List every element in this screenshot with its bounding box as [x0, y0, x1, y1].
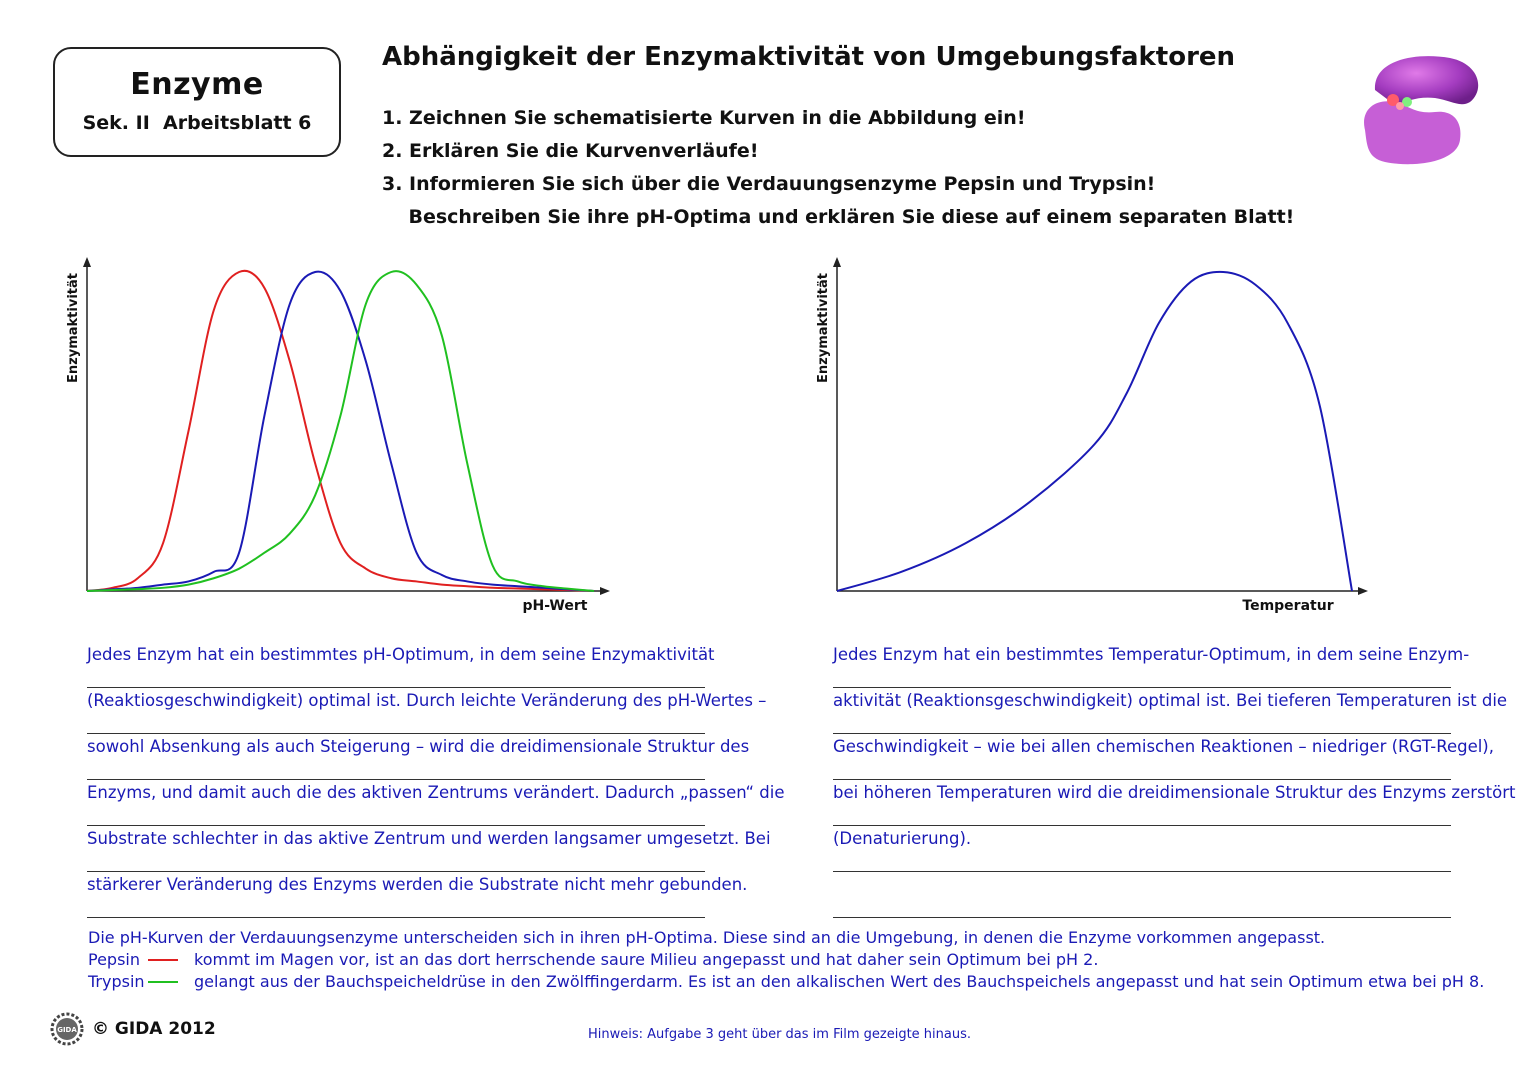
trypsin-label: Trypsin [88, 972, 145, 991]
right-line: bei höheren Temperaturen wird die dreidimensionale Struktur des Enzyms zerstört [833, 780, 1451, 826]
pepsin-row [88, 949, 1484, 971]
hint-note: Hinweis: Aufgabe 3 geht über das im Film gezeigte hinaus. [588, 1027, 971, 1042]
task-2: 2. Erklären Sie die Kurvenverläufe! [382, 140, 759, 162]
x-axis-label: Temperatur [1242, 598, 1334, 614]
right-line: Geschwindigkeit – wie bei allen chemischen Reaktionen – niedriger (RGT-Regel), [833, 734, 1451, 780]
footer-brand [50, 1012, 216, 1046]
pepsin-text: kommt im Magen vor, ist an das dort herrschende saure Milieu angepasst und hat daher sein Optimum bei pH 2. [194, 950, 1099, 969]
gida-logo [50, 1012, 84, 1046]
ph-chart [55, 245, 625, 625]
left-line: Jedes Enzym hat ein bestimmtes pH-Optimum, in dem seine Enzymaktivität [87, 642, 705, 688]
x-axis-arrow [1358, 587, 1368, 595]
left-line: Substrate schlechter in das aktive Zentrum und werden langsamer umgesetzt. Bei [87, 826, 705, 872]
right-line: (Denaturierung). [833, 826, 1451, 872]
page-title: Abhängigkeit der Enzymaktivität von Umgebungsfaktoren [382, 42, 1236, 72]
temperature-chart [805, 245, 1375, 625]
worksheet-label-box [53, 47, 341, 157]
series-line-0 [87, 271, 594, 591]
y-axis-label: Enzymaktivität [816, 273, 831, 383]
pepsin-label: Pepsin [88, 950, 140, 969]
left-line: stärkerer Veränderung des Enzyms werden die Substrate nicht mehr gebunden. [87, 872, 705, 918]
trypsin-row [88, 971, 1484, 993]
gida-logo-text: GIDA [57, 1026, 77, 1034]
left-line: Enzyms, und damit auch die des aktiven Zentrums verändert. Dadurch „passen“ die [87, 780, 705, 826]
enzyme-comparison [88, 927, 1484, 993]
y-axis-label: Enzymaktivität [66, 273, 81, 383]
y-axis-arrow [83, 257, 91, 267]
series-line-0 [837, 272, 1352, 591]
x-axis-label: pH-Wert [522, 598, 588, 614]
pepsin-legend-line [148, 959, 178, 961]
answer-lines-left [87, 642, 785, 918]
right-line [833, 872, 1451, 918]
trypsin-text: gelangt aus der Bauchspeicheldrüse in den Zwölffingerdarm. Es ist an den alkalischen Wert des Bauchspeichels angepasst und hat sein Optimum etwa bei pH 8. [194, 972, 1485, 991]
task-3: 3. Informieren Sie sich über die Verdauungsenzyme Pepsin und Trypsin! [382, 173, 1156, 195]
answer-lines-right [833, 642, 1516, 918]
trypsin-legend-line [148, 981, 178, 983]
box-title: Enzyme [130, 67, 264, 102]
right-line: aktivität (Reaktionsgeschwindigkeit) optimal ist. Bei tieferen Temperaturen ist die [833, 688, 1451, 734]
enzyme-model-image [1355, 50, 1485, 170]
left-line: sowohl Absenkung als auch Steigerung – wird die dreidimensionale Struktur des [87, 734, 705, 780]
task-1: 1. Zeichnen Sie schematisierte Kurven in die Abbildung ein! [382, 107, 1026, 129]
y-axis-arrow [833, 257, 841, 267]
task-3-continued: Beschreiben Sie ihre pH-Optima und erklären Sie diese auf einem separaten Blatt! [382, 206, 1295, 228]
right-line: Jedes Enzym hat ein bestimmtes Temperatur-Optimum, in dem seine Enzym- [833, 642, 1451, 688]
copyright: © GIDA 2012 [92, 1019, 216, 1039]
comparison-intro: Die pH-Kurven der Verdauungsenzyme unterscheiden sich in ihren pH-Optima. Diese sind an die Umgebung, in denen die Enzyme vorkommen angepasst. [88, 928, 1326, 947]
left-line: (Reaktiosgeschwindigkeit) optimal ist. Durch leichte Veränderung des pH-Wertes – [87, 688, 705, 734]
box-subtitle: Sek. II Arbeitsblatt 6 [82, 112, 312, 134]
task-list [382, 102, 1294, 234]
x-axis-arrow [600, 587, 610, 595]
